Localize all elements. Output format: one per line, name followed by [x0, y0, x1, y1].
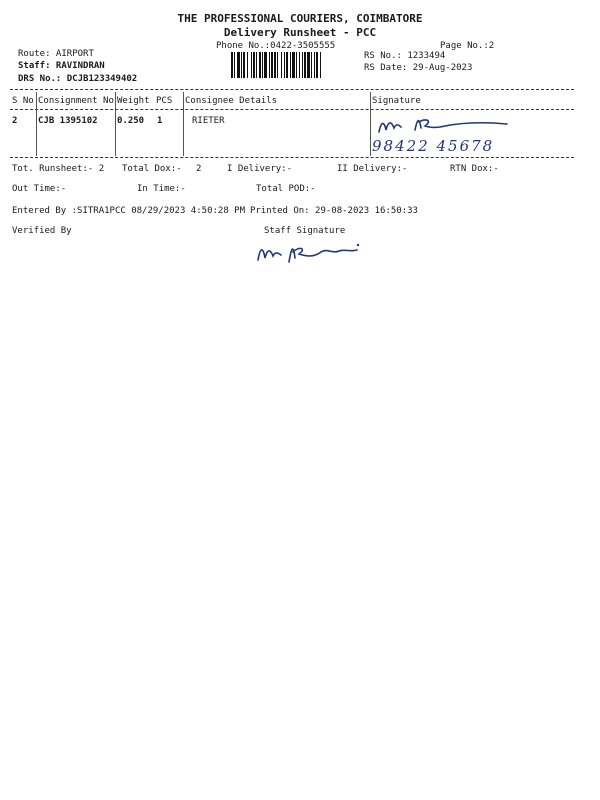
- row-consignee: RIETER: [192, 116, 225, 126]
- total-pod: Total POD:-: [256, 184, 316, 194]
- i-delivery: I Delivery:-: [227, 164, 293, 174]
- total-dox-value: 2: [196, 164, 202, 174]
- drs-number: DRS No.: DCJB123349402: [18, 74, 138, 84]
- ii-delivery: II Delivery:-: [337, 164, 408, 174]
- tot-runsheet: Tot. Runsheet:- 2: [12, 164, 105, 174]
- consignee-signature: [375, 110, 515, 138]
- column-divider: [36, 92, 37, 156]
- verified-by: Verified By: [12, 226, 72, 236]
- route-label: Route: AIRPORT: [18, 49, 94, 59]
- table-top-rule: [10, 89, 574, 90]
- header-signature: Signature: [372, 96, 421, 106]
- table-bottom-rule: [10, 157, 574, 158]
- header-consignee: Consignee Details: [185, 96, 278, 106]
- row-weight: 0.250: [117, 116, 145, 126]
- page-number: Page No.:2: [440, 41, 495, 51]
- column-divider: [183, 92, 184, 156]
- row-sno: 2: [12, 116, 18, 126]
- column-divider: [115, 92, 116, 156]
- barcode: [231, 52, 355, 78]
- header-weight: Weight: [117, 96, 150, 106]
- rs-number: RS No.: 1233494: [364, 51, 446, 61]
- entered-by: Entered By :SITRA1PCC 08/29/2023 4:50:28 PM: [12, 206, 245, 216]
- company-title: THE PROFESSIONAL COURIERS, COIMBATORE: [177, 12, 423, 25]
- rs-date: RS Date: 29-Aug-2023: [364, 63, 473, 73]
- header-sno: S No: [12, 96, 34, 106]
- staff-label: Staff: RAVINDRAN: [18, 61, 105, 71]
- row-consignment: CJB 1395102: [38, 116, 98, 126]
- column-divider: [370, 92, 371, 156]
- rtn-dox: RTN Dox:-: [450, 164, 499, 174]
- row-pcs: 1: [157, 116, 163, 126]
- staff-signature-label: Staff Signature: [264, 226, 346, 236]
- in-time: In Time:-: [137, 184, 186, 194]
- out-time: Out Time:-: [12, 184, 67, 194]
- phone-number: Phone No.:0422-3505555: [216, 41, 336, 51]
- runsheet-subtitle: Delivery Runsheet - PCC: [223, 26, 377, 39]
- total-dox-label: Total Dox:-: [122, 164, 182, 174]
- header-pcs: PCS: [156, 96, 173, 106]
- header-consignment: Consignment No: [38, 96, 114, 106]
- printed-on: Printed On: 29-08-2023 16:50:33: [250, 206, 418, 216]
- staff-signature: [255, 238, 365, 270]
- handwritten-phone: 98422 45678: [372, 137, 495, 155]
